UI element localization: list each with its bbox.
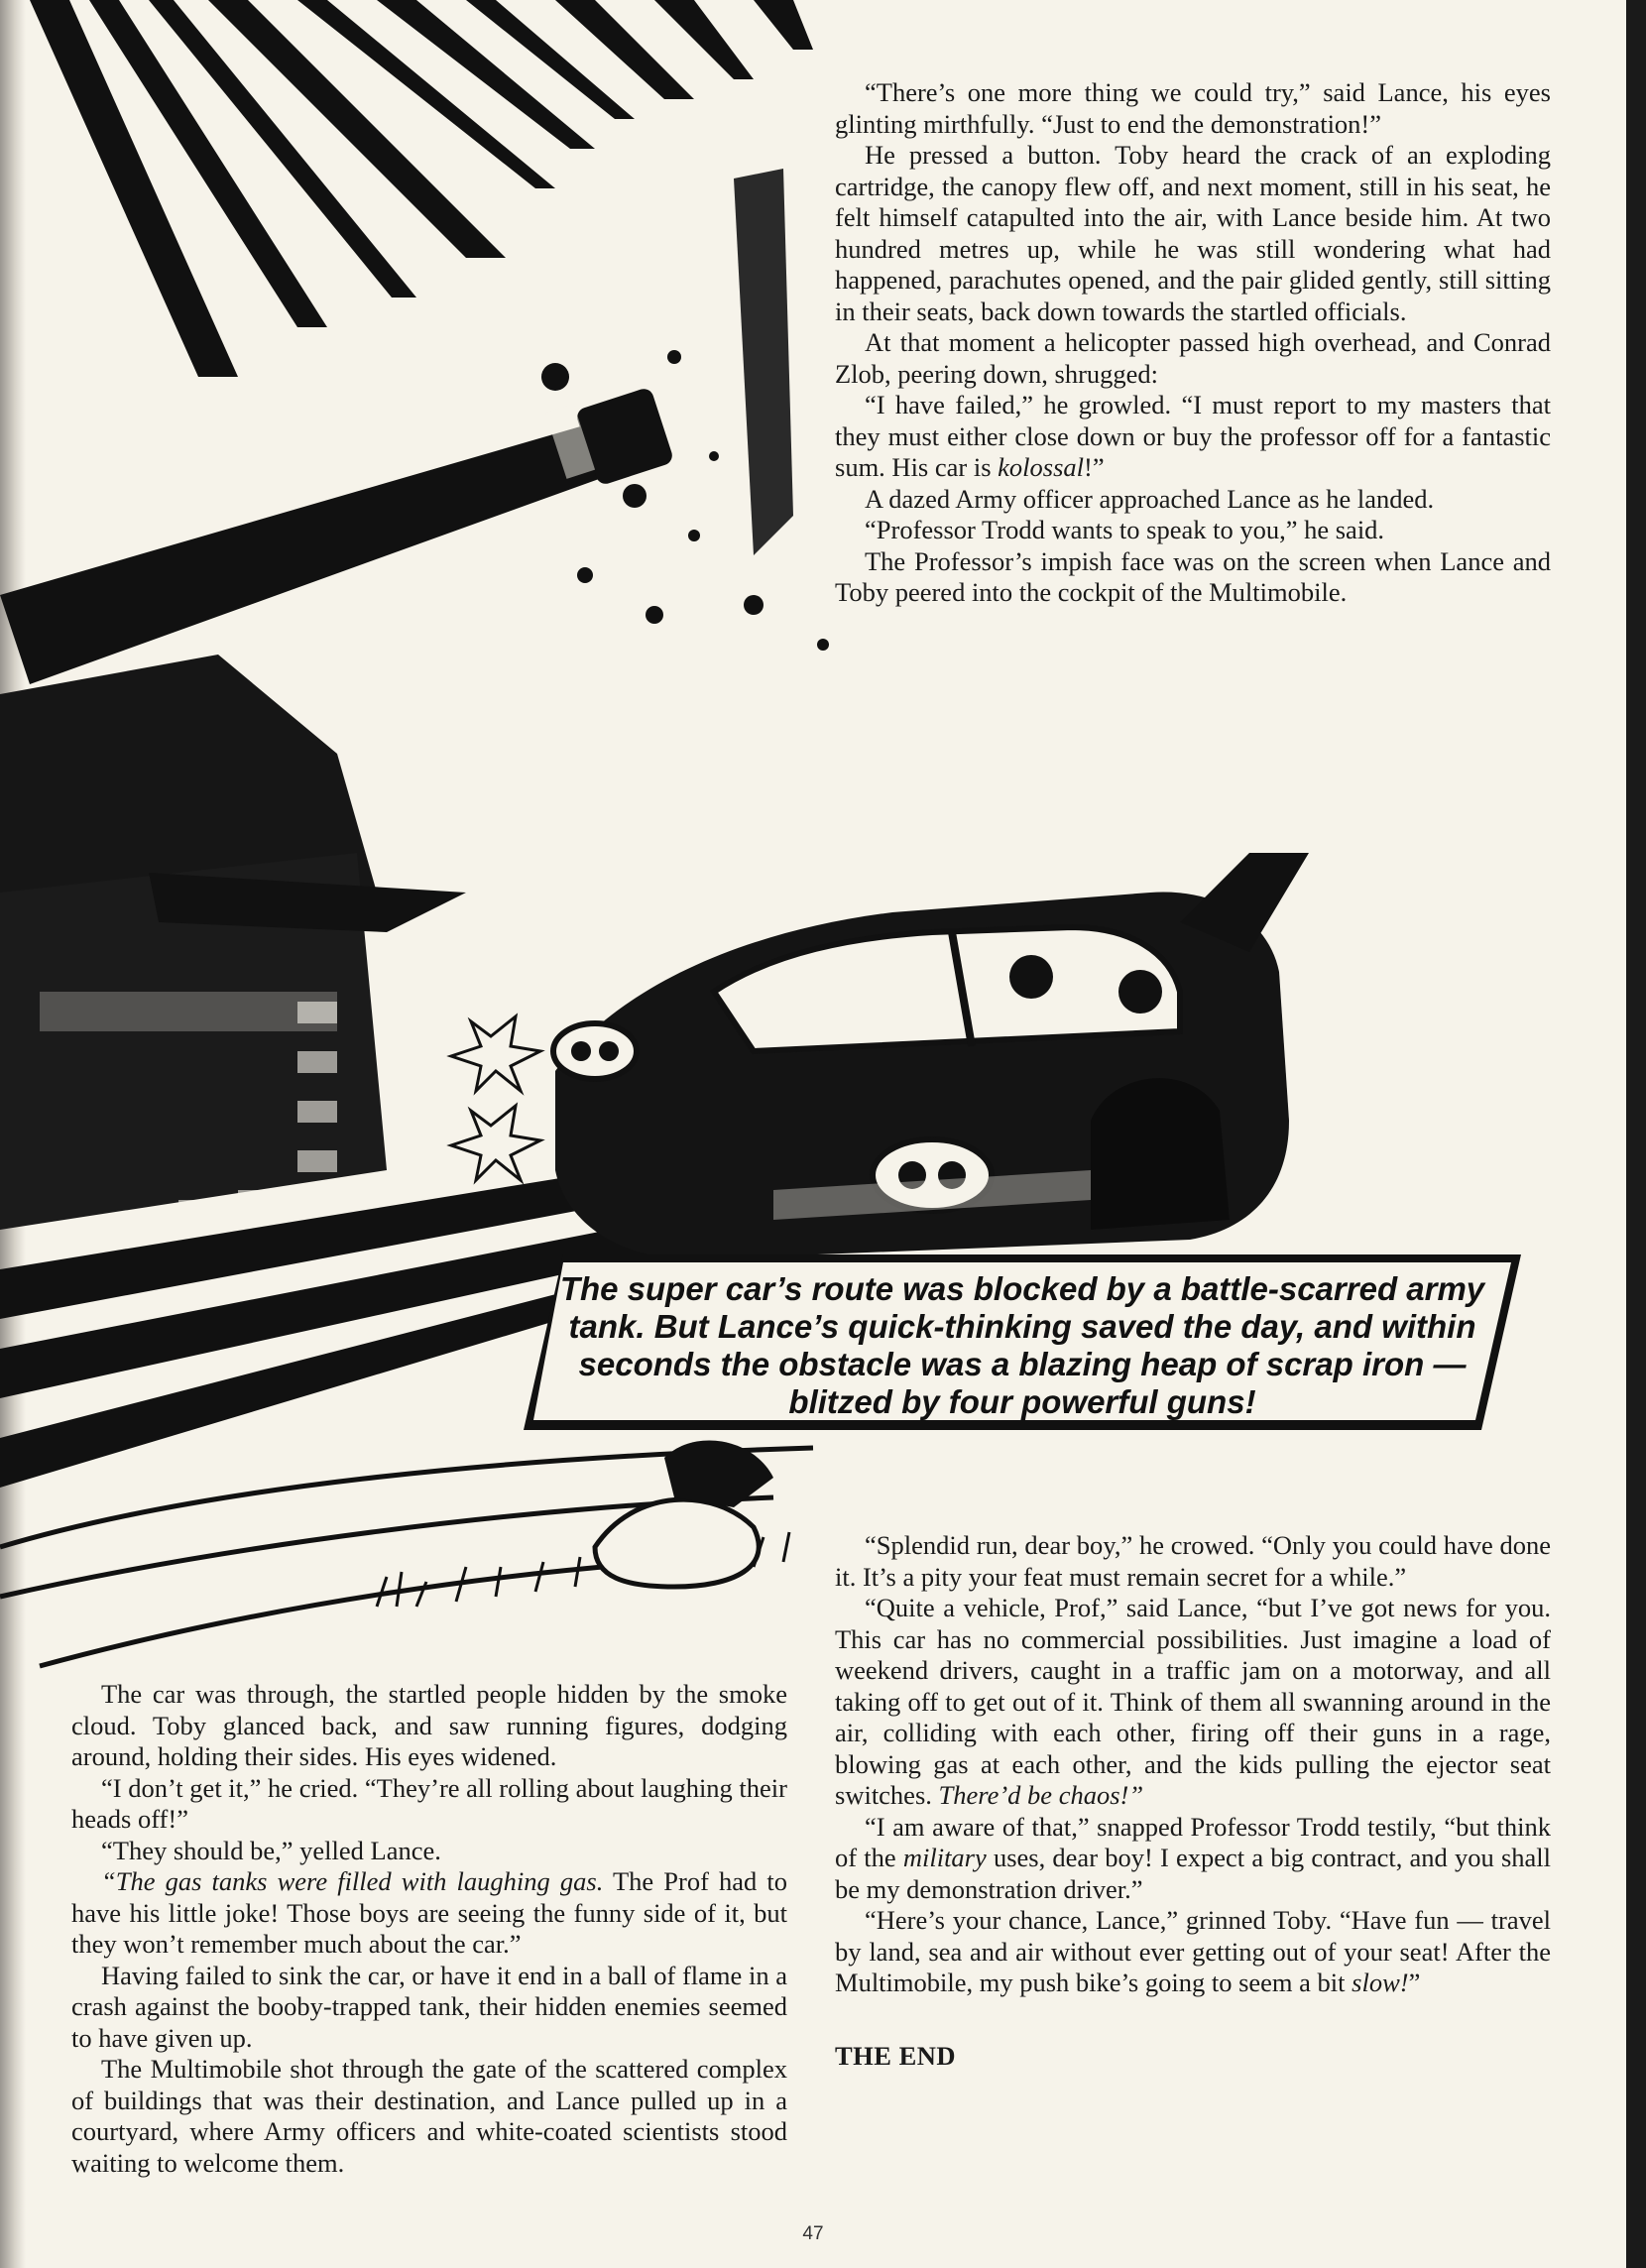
story-text: “I am aware of that,” snapped Professor Trodd testily, “but think of the bbox=[835, 1811, 1551, 1872]
story-paragraph: The Professor’s impish face was on the screen when Lance and Toby peered into the cockpit of the Multimobile. bbox=[835, 545, 1551, 607]
story-italic-text: “The gas tanks were filled with laughing gas. bbox=[101, 1866, 604, 1896]
story-paragraph bbox=[835, 390, 1551, 484]
story-paragraph: “Professor Trodd wants to speak to you,” he said. bbox=[865, 515, 1385, 544]
wall-shading bbox=[734, 169, 793, 555]
story-italic-text: slow! bbox=[1352, 1968, 1409, 1997]
story-column-top bbox=[835, 77, 1551, 609]
story-paragraph: A dazed Army officer approached Lance as he landed. bbox=[865, 483, 1435, 514]
the-end-label: THE END bbox=[835, 2040, 957, 2071]
story-paragraph bbox=[71, 1866, 787, 1961]
story-paragraph: He pressed a button. Toby heard the crack of an exploding cartridge, the canopy flew off, and next moment, still in his seat, he felt himself catapulted into the air, with Lance beside him. At two hundred metres up, while he was still wondering what had happened, parachutes opened, and the pair glided gently, still sitting in their seats, back down towards the startled officials. bbox=[835, 140, 1551, 326]
caption-text: The super car’s route was blocked by a battle-scarred army tank. But Lance’s quick-thinking saved the day, and within seconds the obstacle was a blazing heap of scrap iron — blitzed by four powerful guns! bbox=[559, 1270, 1485, 1420]
muzzle-flash bbox=[451, 1016, 540, 1180]
story-paragraph: The car was through, the startled people hidden by the smoke cloud. Toby glanced back, and saw running figures, dodging around, holding their sides. His eyes widened. bbox=[71, 1679, 787, 1771]
story-paragraph: “I don’t get it,” he cried. “They’re all rolling about laughing their heads off!” bbox=[71, 1772, 787, 1834]
story-paragraph: “Splendid run, dear boy,” he crowed. “Only you could have done it. It’s a pity your feat must remain secret for a while.” bbox=[835, 1530, 1551, 1592]
tank-body bbox=[0, 655, 466, 1230]
multimobile-car bbox=[553, 853, 1309, 1259]
story-paragraph: At that moment a helicopter passed high overhead, and Conrad Zlob, peering down, shrugged: bbox=[835, 327, 1551, 389]
story-column-left bbox=[71, 1679, 787, 2179]
story-text: uses, dear boy! I expect a big contract, and you shall be my demonstration driver.” bbox=[835, 1843, 1551, 1904]
story-italic-text: There’d be chaos!” bbox=[938, 1780, 1144, 1810]
story-paragraph: The Multimobile shot through the gate of the scattered complex of buildings that was their destination, and Lance pulled up in a courtyard, where Army officers and white-coated scientists stood waiting to welcome them. bbox=[71, 2054, 787, 2178]
story-text: “I have failed,” he growled. “I must report to my masters that they must either close down or buy the professor off for a fantastic sum. His car is bbox=[835, 390, 1551, 482]
page-number: 47 bbox=[802, 2223, 824, 2244]
story-paragraph bbox=[835, 1905, 1551, 1999]
story-italic-text: kolossal bbox=[998, 452, 1085, 482]
story-paragraph bbox=[835, 1812, 1551, 1906]
story-paragraph bbox=[835, 1593, 1551, 1812]
story-text: The Prof had to have his little joke! Those boys are seeing the funny side of it, but they won’t remember much about the car.” bbox=[71, 1866, 788, 1959]
story-text: “Quite a vehicle, Prof,” said Lance, “but I’ve got news for you. This car has no commercial possibilities. Just imagine a load of weekend drivers, caught in a traffic jam on a motorway, and all taking off to get out of it. Think of them all swanning around in the air, colliding with each other, firing off their guns in a rage, blowing gas at each other, and the kids pulling the ejector seat switches. bbox=[835, 1593, 1551, 1810]
story-paragraph: “They should be,” yelled Lance. bbox=[101, 1835, 441, 1865]
story-text: ” bbox=[1408, 1968, 1421, 1997]
tank-cannon bbox=[0, 387, 674, 684]
story-italic-text: military bbox=[902, 1843, 987, 1872]
story-text: !” bbox=[1084, 452, 1105, 482]
story-paragraph: “There’s one more thing we could try,” said Lance, his eyes glinting mirthfully. “Just to end the demonstration!” bbox=[835, 77, 1551, 139]
story-column-right bbox=[835, 1530, 1551, 2072]
story-paragraph: Having failed to sink the car, or have it end in a ball of flame in a crash against the booby-trapped tank, their hidden enemies seemed to have given up. bbox=[71, 1960, 787, 2053]
speed-streaks bbox=[30, 0, 813, 377]
story-text: “Here’s your chance, Lance,” grinned Toby. “Have fun — travel by land, sea and air without ever getting out of your seat! After the Multimobile, my push bike’s going to seem a bit bbox=[835, 1905, 1551, 1997]
